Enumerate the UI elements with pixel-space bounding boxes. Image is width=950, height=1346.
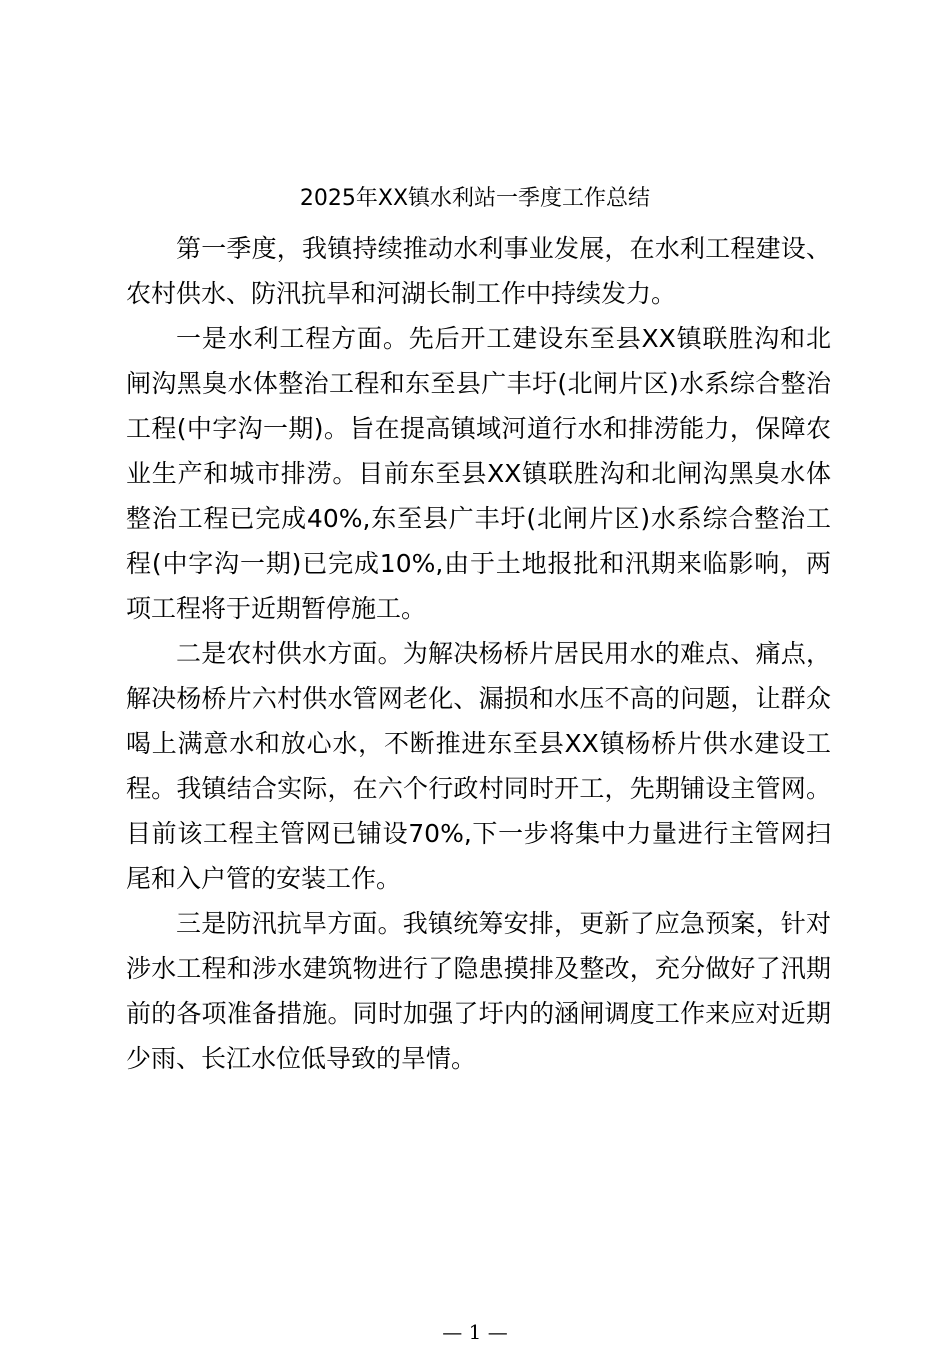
paragraph-intro: 第一季度，我镇持续推动水利事业发展，在水利工程建设、农村供水、防汛抗旱和河湖长制工作中持续发力。 [126, 234, 831, 308]
paragraph-water-projects: 一是水利工程方面。先后开工建设东至县XX镇联胜沟和北闸沟黑臭水体整治工程和东至县广丰圩(北闸片区)水系综合整治工程(中字沟一期)。旨在提高镇域河道行水和排涝能力，保障农业生产和城市排涝。目前东至县XX镇联胜沟和北闸沟黑臭水体整治工程已完成40%,东至县广丰圩(北闸片区)水系综合整治工程(中字沟一期)已完成10%,由于土地报批和汛期来临影响，两项工程将于近期暂停施工。 [126, 324, 831, 623]
document-body [126, 226, 831, 1081]
document-title: 2025年XX镇水利站一季度工作总结 [299, 186, 651, 211]
page-number: — 1 — [442, 1320, 508, 1344]
paragraph-flood-drought: 三是防汛抗旱方面。我镇统筹安排，更新了应急预案，针对涉水工程和涉水建筑物进行了隐患摸排及整改，充分做好了汛期前的各项准备措施。同时加强了圩内的涵闸调度工作来应对近期少雨、长江水位低导致的旱情。 [126, 909, 831, 1073]
paragraph-rural-water-supply: 二是农村供水方面。为解决杨桥片居民用水的难点、痛点，解决杨桥片六村供水管网老化、漏损和水压不高的问题，让群众喝上满意水和放心水，不断推进东至县XX镇杨桥片供水建设工程。我镇结合实际，在六个行政村同时开工，先期铺设主管网。目前该工程主管网已铺设70%,下一步将集中力量进行主管网扫尾和入户管的安装工作。 [126, 639, 831, 893]
